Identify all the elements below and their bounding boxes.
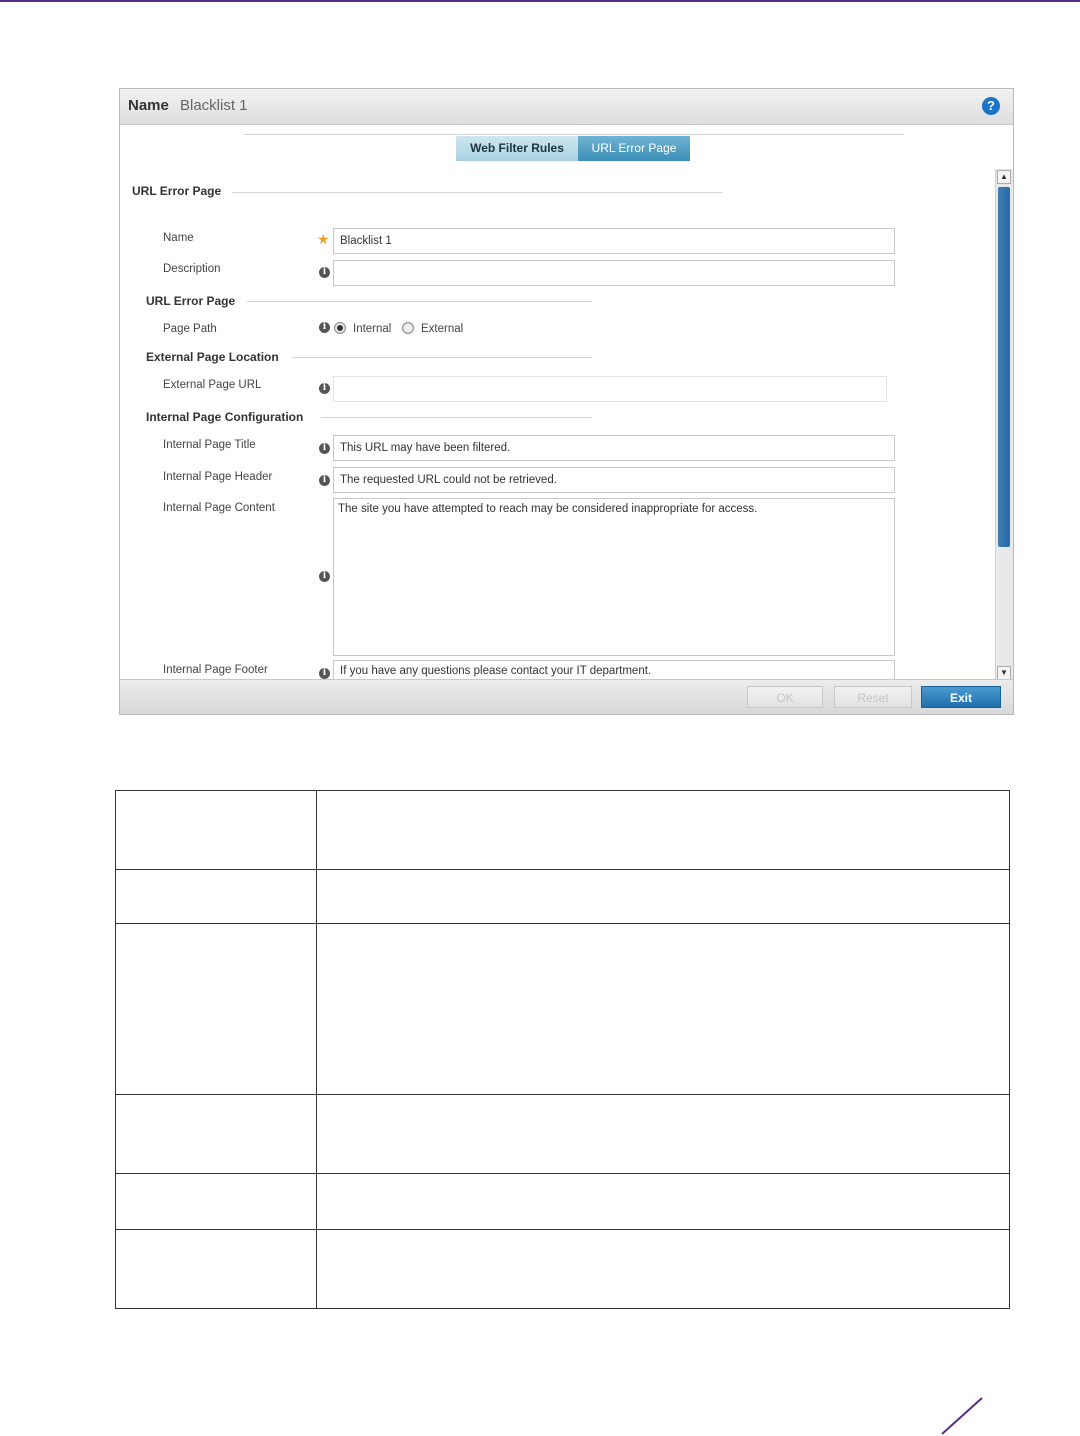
scroll-down-icon[interactable]: ▼ — [997, 666, 1011, 680]
corner-accent — [940, 1396, 984, 1436]
table-row — [116, 1095, 1010, 1174]
exit-button[interactable]: Exit — [921, 686, 1001, 708]
table-row — [116, 924, 1010, 1095]
info-icon: i — [319, 443, 330, 454]
internal-header-label: Internal Page Header — [163, 471, 273, 483]
radio-external-label: External — [421, 323, 464, 335]
tab-url-error-page[interactable]: URL Error Page — [578, 136, 690, 161]
form-scrollbar[interactable] — [995, 169, 1013, 681]
section-divider — [232, 192, 722, 193]
page-path-label: Page Path — [163, 323, 217, 335]
info-icon: i — [319, 383, 330, 394]
star-icon: ★ — [317, 231, 330, 247]
table-row — [116, 1230, 1010, 1309]
info-icon: i — [319, 571, 330, 582]
dialog-name-label: Name — [128, 97, 169, 114]
section-divider — [292, 357, 592, 358]
page-top-rule — [0, 0, 1080, 2]
section-divider — [321, 417, 592, 418]
name-field[interactable]: Blacklist 1 — [333, 228, 895, 254]
tab-web-filter-rules[interactable]: Web Filter Rules — [456, 136, 578, 161]
internal-content-textarea[interactable]: The site you have attempted to reach may be considered inappropriate for access. — [333, 498, 895, 656]
info-icon: i — [319, 668, 330, 679]
info-icon: i — [319, 322, 330, 333]
section-title-error-page: URL Error Page — [146, 294, 236, 308]
description-label: Description — [163, 263, 221, 275]
table-row — [116, 1174, 1010, 1230]
ok-button[interactable]: OK — [747, 686, 823, 708]
section-title-url-error-page: URL Error Page — [132, 184, 222, 198]
dialog-name-value: Blacklist 1 — [180, 97, 248, 114]
tab-divider — [244, 134, 904, 135]
table-row — [116, 791, 1010, 870]
radio-external[interactable] — [402, 322, 414, 334]
internal-title-field[interactable]: This URL may have been filtered. — [333, 435, 895, 461]
scroll-thumb[interactable] — [998, 187, 1010, 547]
internal-content-label: Internal Page Content — [163, 502, 275, 514]
info-icon: i — [319, 475, 330, 486]
section-title-external-location: External Page Location — [146, 350, 279, 364]
name-label: Name — [163, 232, 194, 244]
parameter-table — [115, 790, 1010, 1309]
external-url-field[interactable] — [333, 376, 887, 402]
description-field[interactable] — [333, 260, 895, 286]
web-filter-dialog — [119, 88, 1014, 715]
section-divider — [247, 301, 592, 302]
internal-header-field[interactable]: The requested URL could not be retrieved. — [333, 467, 895, 493]
radio-internal-label: Internal — [353, 323, 392, 335]
dialog-header — [120, 89, 1013, 125]
reset-button[interactable]: Reset — [834, 686, 912, 708]
radio-internal[interactable] — [334, 322, 346, 334]
section-title-internal-config: Internal Page Configuration — [146, 410, 304, 424]
info-icon: i — [319, 267, 330, 278]
internal-footer-field[interactable]: If you have any questions please contact your IT department. — [333, 660, 895, 682]
dialog-footer — [120, 679, 1013, 714]
internal-title-label: Internal Page Title — [163, 439, 256, 451]
internal-footer-label: Internal Page Footer — [163, 664, 268, 676]
external-url-label: External Page URL — [163, 379, 262, 391]
scroll-up-icon[interactable]: ▲ — [997, 170, 1011, 184]
table-row — [116, 870, 1010, 924]
help-icon[interactable]: ? — [982, 97, 1000, 115]
